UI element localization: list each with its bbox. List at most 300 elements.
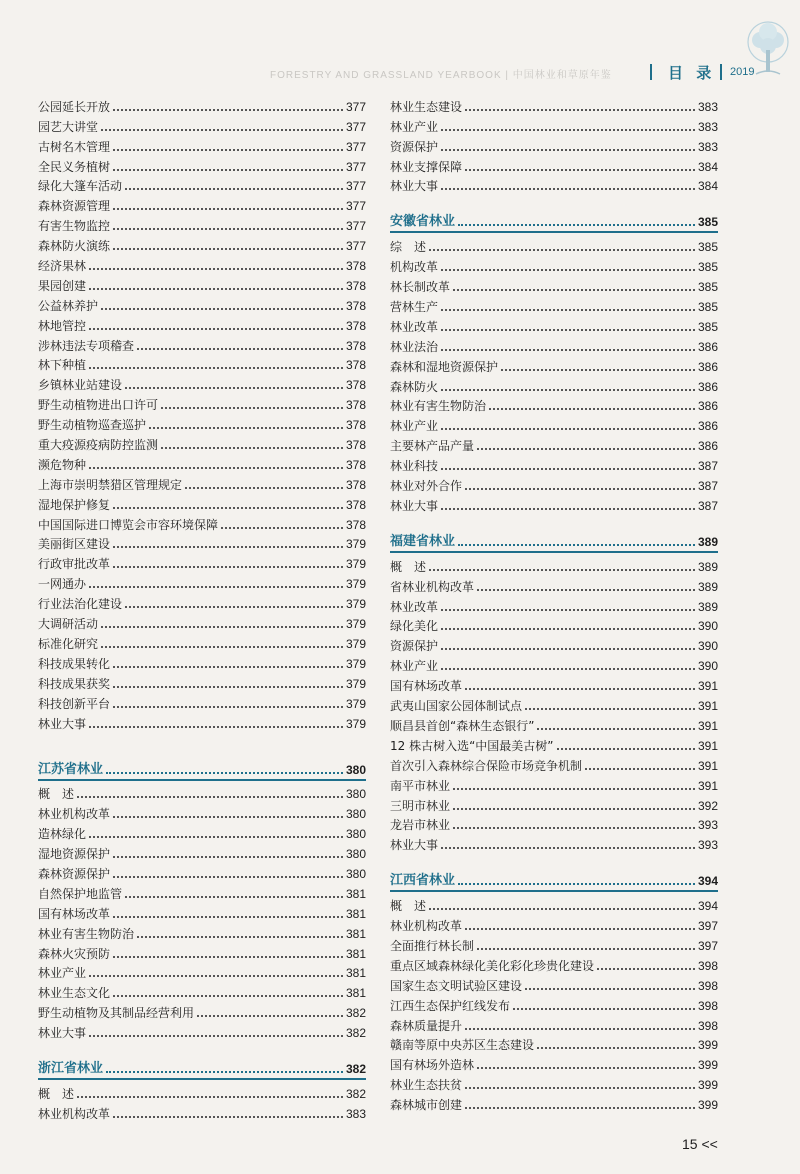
entry-title: 林业法治 [390,339,439,354]
section-title: 安徽省林业 [390,214,456,230]
toc-entry [38,963,366,983]
entry-page-number: 379 [345,617,366,632]
toc-entry [390,815,718,835]
section-underline [390,890,718,892]
toc-entry [38,633,366,653]
toc-entry [390,735,718,755]
dot-leader [137,348,343,350]
toc-entry [38,156,366,176]
toc-entry [38,903,366,923]
dot-leader [113,546,343,548]
entry-page-number: 381 [345,966,366,981]
toc-entry [390,915,718,935]
entry-title: 森林防火 [390,379,439,394]
entry-title: 林业科技 [390,459,439,474]
dot-leader [597,968,695,970]
entry-page-number: 378 [345,497,366,512]
entry-title: 中国国际进口博览会市容环境保障 [38,517,219,532]
dot-leader [441,309,695,311]
dot-leader [453,788,695,790]
toc-entry [390,176,718,196]
dot-leader [89,975,343,977]
toc-entry [38,255,366,275]
entry-page-number: 387 [697,498,718,513]
toc-group [390,96,718,195]
toc-section-heading [38,1052,366,1078]
entry-page-number: 399 [697,1058,718,1073]
toc-entry [390,136,718,156]
entry-page-number: 389 [697,599,718,614]
entry-title: 龙岩市林业 [390,818,451,833]
entry-page-number: 385 [697,280,718,295]
dot-leader [465,109,695,111]
entry-page-number: 378 [345,318,366,333]
entry-page-number: 385 [697,300,718,315]
dot-leader [113,916,343,918]
entry-title: 上海市崇明禁猎区管理规定 [38,477,183,492]
dot-leader [125,387,343,389]
entry-page-number: 381 [345,906,366,921]
dot-leader [537,728,695,730]
dot-leader [465,688,695,690]
toc-entry [390,356,718,376]
entry-title: 林业机构改革 [390,919,463,934]
entry-title: 绿化大篷车活动 [38,179,123,194]
dot-leader [453,808,695,810]
entry-page-number: 378 [345,438,366,453]
dot-leader [477,589,695,591]
entry-title: 三明市林业 [390,798,451,813]
dot-leader [441,349,695,351]
dot-leader [441,847,695,849]
entry-page-number: 386 [697,339,718,354]
toc-entry [38,374,366,394]
entry-title: 自然保护地监管 [38,886,123,901]
dot-leader [441,389,695,391]
dot-leader [465,1087,695,1089]
toc-entry [390,1074,718,1094]
entry-page-number: 384 [697,159,718,174]
toc-entry [390,96,718,116]
entry-title: 林业改革 [390,599,439,614]
toc-group [390,556,718,854]
entry-title: 绿化美化 [390,619,439,634]
dot-leader [89,586,343,588]
entry-title: 林业大事 [390,498,439,513]
entry-page-number: 390 [697,659,718,674]
toc-entry [390,455,718,475]
entry-title: 经济果林 [38,259,87,274]
dot-leader [441,269,695,271]
dot-leader [101,308,343,310]
toc-entry [390,116,718,136]
dot-leader [441,428,695,430]
entry-title: 森林火灾预防 [38,946,111,961]
entry-page-number: 381 [345,926,366,941]
entry-page-number: 377 [345,139,366,154]
entry-page-number: 380 [345,787,366,802]
dot-leader [477,448,695,450]
toc-section-heading [390,525,718,551]
dot-leader [89,726,343,728]
entry-page-number: 383 [697,99,718,114]
entry-page-number: 378 [345,298,366,313]
section-underline [38,779,366,781]
entry-page-number: 386 [697,399,718,414]
dot-leader [77,796,343,798]
toc-column-left [38,96,366,1123]
dot-leader [441,668,695,670]
entry-title: 野生动植物进出口许可 [38,398,159,413]
entry-page-number: 379 [345,716,366,731]
entry-title: 国有林场改革 [38,906,111,921]
entry-page-number: 390 [697,619,718,634]
entry-page-number: 390 [697,639,718,654]
entry-title: 林业机构改革 [38,1106,111,1121]
toc-entry [38,693,366,713]
entry-page-number: 385 [697,319,718,334]
entry-title: 国有林场改革 [390,679,463,694]
page-number: 15 << [682,1136,718,1152]
dot-leader [441,628,695,630]
entry-title: 湿地保护修复 [38,497,111,512]
dot-leader [441,648,695,650]
entry-page-number: 398 [697,1018,718,1033]
toc-group [38,1083,366,1123]
entry-title: 科技成果转化 [38,656,111,671]
entry-page-number: 385 [697,260,718,275]
toc-entry [390,495,718,515]
entry-page-number: 389 [697,559,718,574]
entry-title: 赣南等原中央苏区生态建设 [390,1038,535,1053]
entry-title: 主要林产品产量 [390,439,475,454]
toc-section-group [390,864,718,892]
dot-leader [458,544,695,546]
toc-entry [390,276,718,296]
toc-entry [390,396,718,416]
dot-leader [89,467,343,469]
dot-leader [113,816,343,818]
entry-page-number: 394 [697,899,718,914]
entry-page-number: 378 [345,338,366,353]
entry-page-number: 383 [345,1106,366,1121]
section-underline [390,231,718,233]
entry-page-number: 379 [345,696,366,711]
entry-title: 森林防火演练 [38,239,111,254]
toc-entry [38,195,366,215]
entry-title: 概 述 [38,1086,75,1101]
entry-title: 林业对外合作 [390,479,463,494]
section-page-number: 394 [697,874,718,889]
dot-leader [113,666,343,668]
entry-title: 重点区域森林绿化美化彩化珍贵化建设 [390,958,595,973]
entry-page-number: 379 [345,656,366,671]
entry-title: 有害生物监控 [38,219,111,234]
section-title: 浙江省林业 [38,1061,104,1077]
dot-leader [585,768,695,770]
dot-leader [113,876,343,878]
entry-title: 果园创建 [38,278,87,293]
dot-leader [89,836,343,838]
entry-page-number: 379 [345,557,366,572]
dot-leader [441,329,695,331]
dot-leader [465,1107,695,1109]
toc-entry [38,613,366,633]
toc-entry [38,235,366,255]
toc-entry [38,454,366,474]
dot-leader [113,149,343,151]
dot-leader [441,468,695,470]
entry-page-number: 377 [345,219,366,234]
toc-group [390,236,718,514]
entry-title: 江西生态保护红线发布 [390,998,511,1013]
section-title: 江西省林业 [390,873,456,889]
tree-logo-icon [742,18,794,80]
section-title: 江苏省林业 [38,761,104,777]
entry-page-number: 387 [697,459,718,474]
dot-leader [125,606,343,608]
toc-entry [38,414,366,434]
toc-entry [38,883,366,903]
entry-title: 野生动植物巡查巡护 [38,418,147,433]
entry-title: 林业大事 [390,179,439,194]
entry-page-number: 378 [345,418,366,433]
header-divider-left [650,64,652,80]
dot-leader [101,129,343,131]
entry-page-number: 377 [345,199,366,214]
entry-title: 机构改革 [390,260,439,275]
entry-title: 林业大事 [390,838,439,853]
dot-leader [429,249,695,251]
entry-page-number: 386 [697,379,718,394]
entry-page-number: 377 [345,119,366,134]
toc-entry [390,755,718,775]
toc-column-right [390,96,718,1114]
dot-leader [458,883,695,885]
toc-entry [38,803,366,823]
toc-entry [38,713,366,733]
entry-page-number: 393 [697,818,718,833]
dot-leader [106,772,343,774]
dot-leader [113,856,343,858]
entry-page-number: 380 [345,847,366,862]
entry-page-number: 398 [697,998,718,1013]
entry-title: 林业产业 [390,119,439,134]
entry-title: 林下种植 [38,358,87,373]
entry-page-number: 391 [697,679,718,694]
toc-entry [38,335,366,355]
entry-title: 森林和湿地资源保护 [390,359,499,374]
entry-page-number: 377 [345,159,366,174]
entry-page-number: 381 [345,886,366,901]
entry-title: 国家生态文明试验区建设 [390,978,523,993]
toc-entry [38,863,366,883]
entry-page-number: 386 [697,359,718,374]
entry-title: 古树名木管理 [38,139,111,154]
dot-leader [89,328,343,330]
entry-title: 一网通办 [38,577,87,592]
toc-entry [38,843,366,863]
toc-entry [38,494,366,514]
dot-leader [501,369,695,371]
entry-title: 造林绿化 [38,827,87,842]
entry-page-number: 380 [345,827,366,842]
toc-entry [38,394,366,414]
entry-title: 国有林场外造林 [390,1058,475,1073]
entry-page-number: 391 [697,778,718,793]
entry-page-number: 379 [345,636,366,651]
toc-entry [38,823,366,843]
toc-section-group [38,753,366,781]
toc-entry [390,576,718,596]
toc-entry [38,1103,366,1123]
toc-entry [38,593,366,613]
entry-title: 林业产业 [390,419,439,434]
dot-leader [113,995,343,997]
entry-page-number: 391 [697,699,718,714]
header-ghost-text: FORESTRY AND GRASSLAND YEARBOOK | 中国林业和草原年鉴 [270,70,612,81]
dot-leader [525,708,695,710]
dot-leader [113,507,343,509]
toc-section-heading [390,864,718,890]
entry-page-number: 377 [345,99,366,114]
dot-leader [453,289,695,291]
entry-page-number: 392 [697,798,718,813]
entry-page-number: 379 [345,577,366,592]
header-year: 2019 [730,66,755,78]
entry-title: 首次引入森林综合保险市场竞争机制 [390,758,583,773]
toc-entry [38,215,366,235]
toc-entry [38,923,366,943]
entry-title: 综 述 [390,240,427,255]
dot-leader [89,268,343,270]
toc-entry [38,943,366,963]
entry-page-number: 382 [345,1006,366,1021]
toc-entry [38,295,366,315]
entry-page-number: 399 [697,1078,718,1093]
dot-leader [101,646,343,648]
toc-entry [390,975,718,995]
entry-page-number: 379 [345,676,366,691]
toc-entry [38,553,366,573]
entry-page-number: 398 [697,978,718,993]
section-underline [390,551,718,553]
entry-page-number: 386 [697,439,718,454]
toc-entry [38,1022,366,1042]
dot-leader [441,129,695,131]
toc-entry [38,534,366,554]
entry-title: 林业有害生物防治 [38,926,135,941]
toc-entry [38,315,366,335]
entry-page-number: 378 [345,477,366,492]
toc-entry [390,955,718,975]
toc-entry [390,236,718,256]
entry-page-number: 381 [345,986,366,1001]
toc-entry [390,376,718,396]
dot-leader [77,1096,343,1098]
entry-page-number: 387 [697,479,718,494]
entry-title: 森林质量提升 [390,1018,463,1033]
dot-leader [441,609,695,611]
entry-page-number: 399 [697,1098,718,1113]
dot-leader [161,407,343,409]
entry-page-number: 386 [697,419,718,434]
entry-page-number: 397 [697,938,718,953]
toc-entry [390,475,718,495]
toc-section-heading [38,753,366,779]
entry-title: 森林资源保护 [38,866,111,881]
toc-entry [38,1002,366,1022]
entry-page-number: 378 [345,398,366,413]
entry-title: 公园延长开放 [38,99,111,114]
dot-leader [113,566,343,568]
dot-leader [453,827,695,829]
entry-title: 森林城市创建 [390,1098,463,1113]
entry-page-number: 378 [345,378,366,393]
entry-title: 林业产业 [38,966,87,981]
dot-leader [101,626,343,628]
toc-entry [38,1083,366,1103]
entry-page-number: 378 [345,259,366,274]
toc-group [38,96,366,733]
dot-leader [477,1067,695,1069]
page-title: 目 录 [668,64,716,82]
dot-leader [89,288,343,290]
entry-page-number: 389 [697,579,718,594]
toc-entry [38,673,366,693]
entry-title: 顺昌县首创“森林生态银行” [390,718,535,733]
dot-leader [125,188,343,190]
entry-title: 森林资源管理 [38,199,111,214]
entry-title: 林业支撑保障 [390,159,463,174]
dot-leader [465,928,695,930]
entry-title: 营林生产 [390,300,439,315]
entry-title: 概 述 [390,559,427,574]
entry-title: 美丽街区建设 [38,537,111,552]
toc-entry [390,156,718,176]
dot-leader [441,188,695,190]
entry-title: 林地管控 [38,318,87,333]
entry-title: 标准化研究 [38,636,99,651]
dot-leader [89,367,343,369]
entry-title: 科技成果获奖 [38,676,111,691]
entry-title: 林业产业 [390,659,439,674]
toc-entry [38,573,366,593]
entry-page-number: 379 [345,597,366,612]
dot-leader [221,527,343,529]
dot-leader [106,1071,343,1073]
entry-page-number: 383 [697,139,718,154]
dot-leader [441,508,695,510]
entry-title: 公益林养护 [38,298,99,313]
entry-title: 资源保护 [390,139,439,154]
dot-leader [429,569,695,571]
section-page-number: 380 [345,762,366,777]
dot-leader [113,248,343,250]
entry-page-number: 380 [345,866,366,881]
dot-leader [477,948,695,950]
toc-entry [38,136,366,156]
entry-page-number: 378 [345,358,366,373]
entry-title: 林业机构改革 [38,807,111,822]
entry-page-number: 378 [345,517,366,532]
entry-title: 概 述 [390,899,427,914]
toc-entry [390,775,718,795]
entry-title: 12 株古树入选“中国最美古树” [390,738,554,753]
dot-leader [113,706,343,708]
toc-entry [38,434,366,454]
toc-entry [390,616,718,636]
